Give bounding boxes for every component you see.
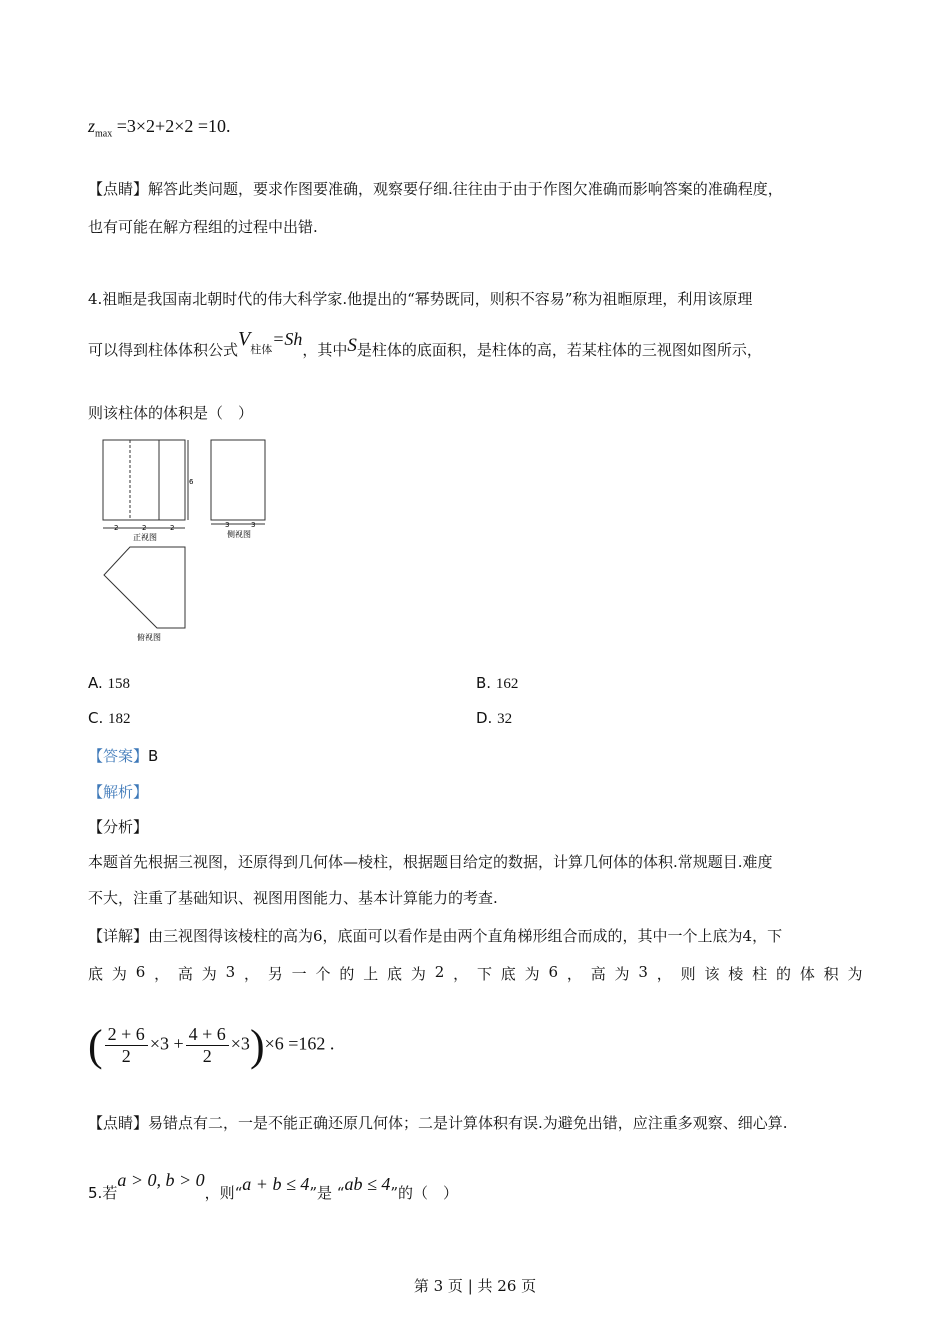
text-char: 3 [225, 963, 236, 981]
dim-2: 2 [142, 524, 147, 532]
side-view-label: 侧视图 [227, 530, 251, 539]
text-char: 6 [548, 963, 559, 981]
text-char: 为 [111, 965, 127, 983]
text-char: 上 [363, 965, 379, 983]
text-char: 的 [775, 965, 791, 983]
top-view [104, 547, 185, 628]
text-char: 底 [387, 965, 403, 983]
question-4-text: 4.祖暅是我国南北朝时代的伟大科学家.他提出的“幂势既同，则积不容易”称为祖暅原理，利用该原理 [88, 290, 753, 308]
text-char: 另 [267, 965, 283, 983]
text-char: 为 [410, 965, 426, 983]
question-5-text: 5.若a > 0, b > 0，则“a + b ≤ 4”是 “ab ≤ 4”的（ ） [88, 1170, 458, 1202]
text-char: 个 [315, 965, 331, 983]
dim-3: 3 [251, 521, 256, 529]
text-char: 底 [88, 965, 104, 983]
text-char: 高 [590, 965, 606, 983]
text-char: 下 [476, 965, 492, 983]
option-b: B. 162 [476, 674, 519, 692]
option-c: C. 182 [88, 709, 131, 727]
xiangjie-text-2 [88, 963, 863, 984]
dianjing-text-2: 也有可能在解方程组的过程中出错. [88, 218, 318, 236]
text-char: 一 [291, 965, 307, 983]
text-char: 则 [680, 965, 696, 983]
fenxi-label: 【分析】 [88, 818, 149, 836]
text-char: 积 [823, 965, 839, 983]
dim-2: 2 [114, 524, 119, 532]
text-char: 为 [201, 965, 217, 983]
text-char: ， [656, 965, 672, 983]
dim-3: 3 [225, 521, 230, 529]
side-view [211, 440, 265, 520]
text-char: 底 [500, 965, 516, 983]
text-char: 3 [638, 963, 648, 981]
three-view-figure [90, 432, 280, 647]
text-char: 柱 [752, 965, 768, 983]
text-char: 的 [339, 965, 355, 983]
jiexi-label: 【解析】 [88, 783, 149, 801]
text-char: 棱 [728, 965, 744, 983]
volume-calculation: ( $\frac{2 + 6}{2}$ ×3 + $\frac{4 + 6}{2}$ ×3)×6 =162 . [88, 1021, 335, 1070]
text-char: 为 [614, 965, 630, 983]
question-4-line2: 可以得到柱体体积公式$V_{柱体}=Sh$，其中S是柱体的底面积，是柱体的高，若某柱体的三视图如图所示， [88, 328, 762, 359]
dianjing-text-q4: 【点睛】易错点有二，一是不能正确还原几何体；二是计算体积有误.为避免出错，应注重多观察、细心算. [88, 1114, 788, 1132]
zmax-formula: $z_{max} =3\times 2+2\times 2 =10$. [88, 116, 231, 140]
front-view-label: 正视图 [133, 533, 157, 542]
top-view-label: 俯视图 [137, 633, 161, 642]
text-char: 6 [135, 963, 146, 981]
dim-2: 2 [170, 524, 175, 532]
fenxi-text: 本题首先根据三视图，还原得到几何体—棱柱，根据题目给定的数据，计算几何体的体积.常规题目.难度 [88, 853, 773, 871]
text-char: 体 [799, 965, 815, 983]
front-view [103, 440, 185, 520]
fenxi-text-2: 不大，注重了基础知识、视图用图能力、基本计算能力的考查. [88, 889, 498, 907]
dianjing-text: 【点睛】解答此类问题，要求作图要准确，观察要仔细.往往由于由于作图欠准确而影响答案的准确程度， [88, 180, 783, 198]
text-char: 为 [524, 965, 540, 983]
text-char: ， [566, 965, 582, 983]
text-char: ， [154, 965, 170, 983]
option-a: A. 158 [88, 674, 131, 692]
xiangjie-text: 【详解】由三视图得该棱柱的高为6，底面可以看作是由两个直角梯形组合而成的，其中一个上底为4，下 [88, 927, 783, 945]
text-char: 为 [847, 965, 863, 983]
answer: 【答案】B [88, 747, 159, 765]
option-d: D. 32 [476, 709, 513, 727]
text-char: 高 [177, 965, 193, 983]
text-char: ， [453, 965, 469, 983]
text-char: 该 [704, 965, 720, 983]
dim-6: 6 [189, 478, 194, 486]
text-char: 2 [434, 963, 445, 981]
question-4-line3: 则该柱体的体积是（ ） [88, 404, 254, 422]
page-footer: 第 3 页 | 共 26 页 [413, 1277, 537, 1295]
text-char: ， [243, 965, 259, 983]
